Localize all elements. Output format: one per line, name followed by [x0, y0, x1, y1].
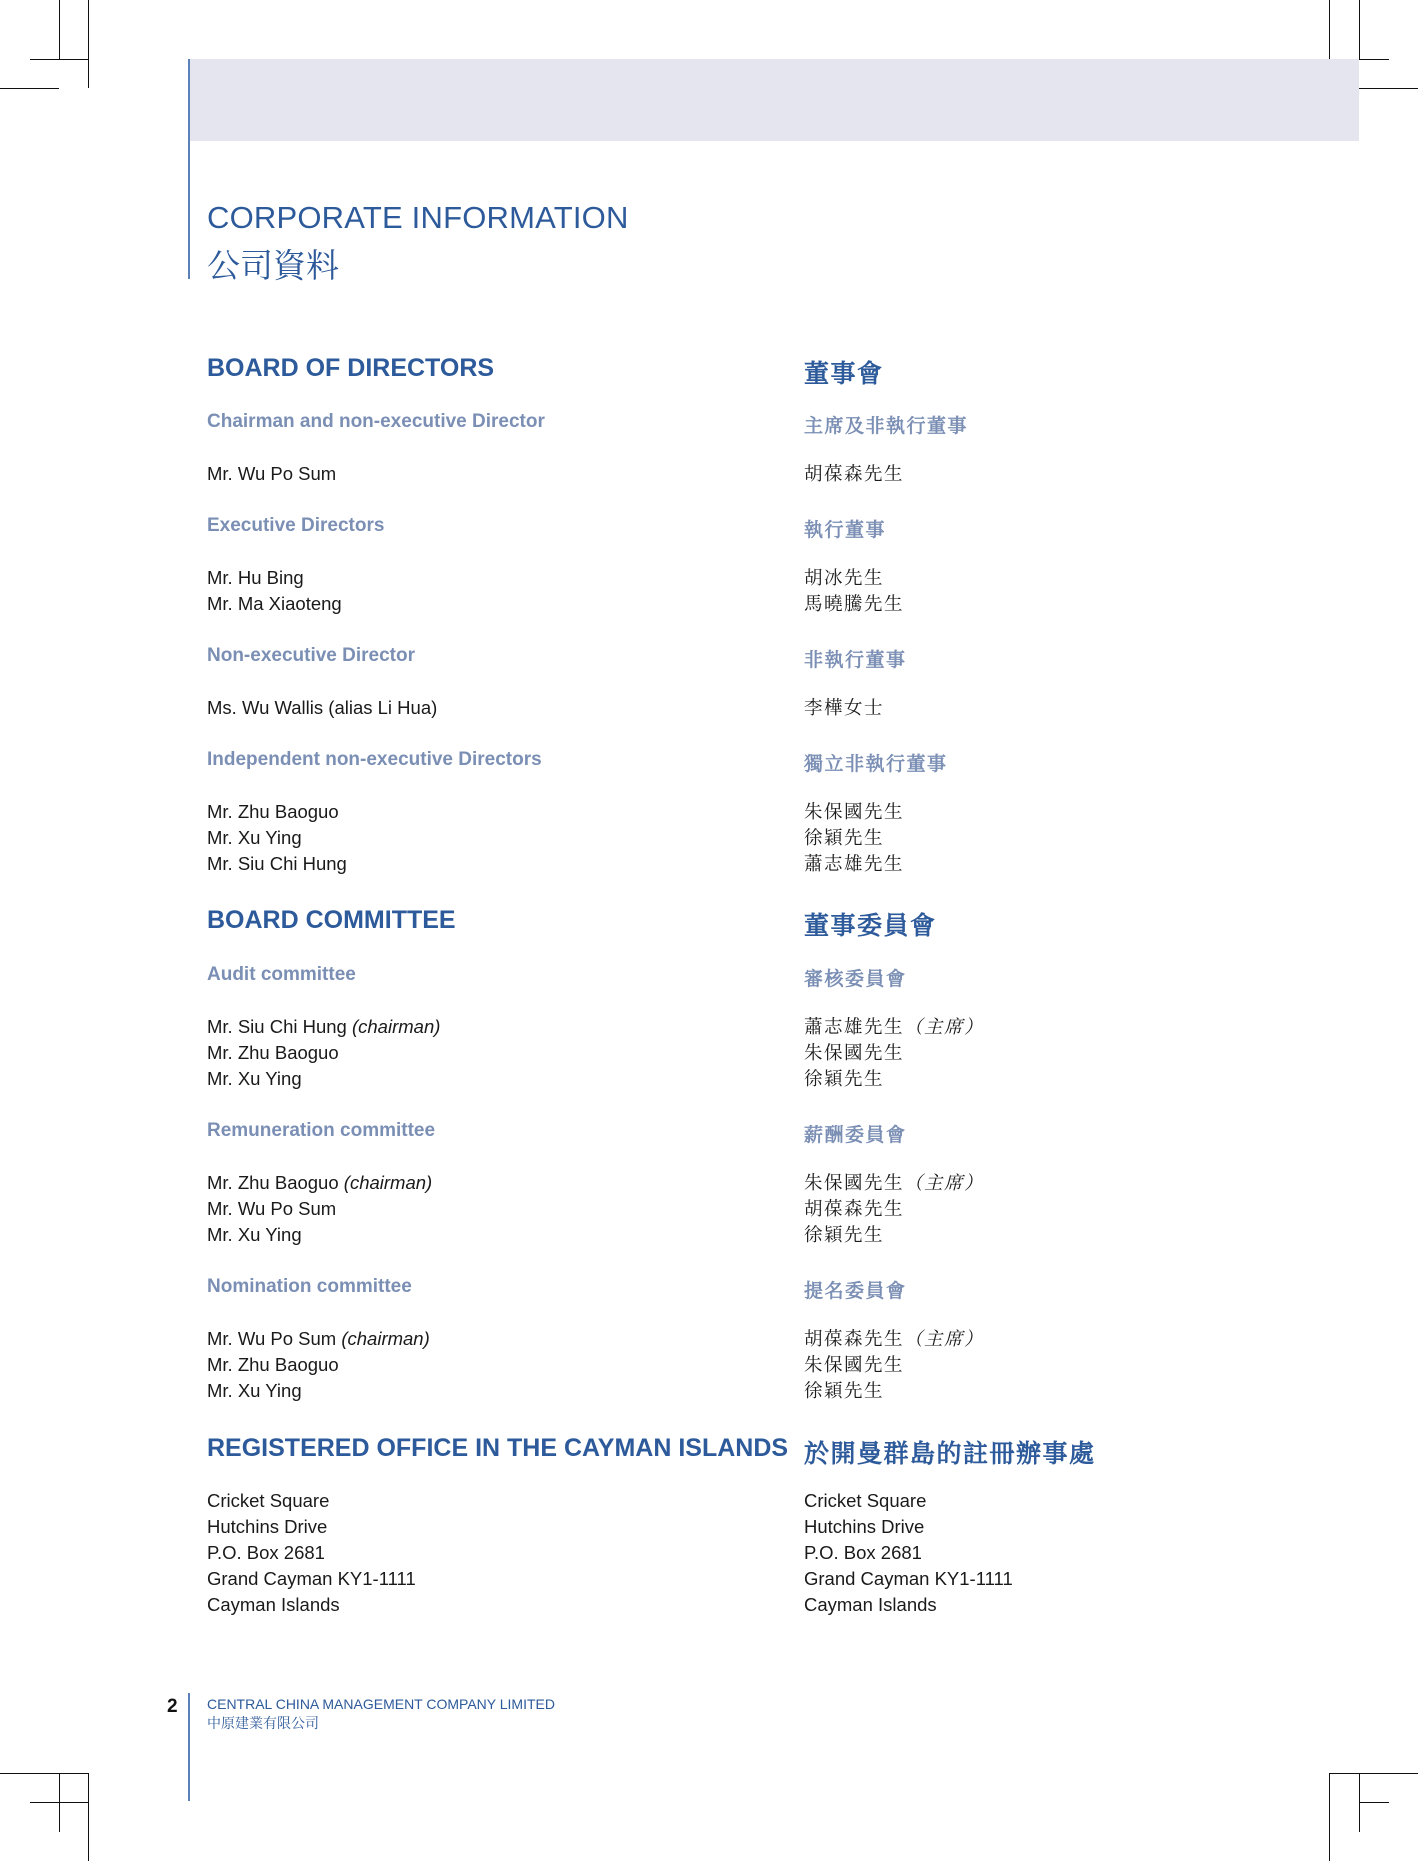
executive-directors-label: Executive Directors: [207, 515, 385, 536]
chairman-label-zh: 主席及非執行董事: [804, 416, 969, 437]
member-name: Mr. Zhu Baoguo: [207, 1354, 339, 1375]
chairman-tag: (chairman): [351, 1016, 441, 1037]
address-line: Grand Cayman KY1-1111: [804, 1568, 1013, 1589]
crop-mark: [88, 0, 89, 88]
remuneration-committee-label: Remuneration committee: [207, 1120, 436, 1141]
header-band: [189, 59, 1359, 141]
chairman-tag: (chairman): [341, 1328, 430, 1349]
crop-mark: [30, 59, 89, 60]
executive-directors-label-zh: 執行董事: [804, 520, 887, 541]
chairman-tag-zh: （主席）: [904, 1016, 985, 1037]
executive-directors-list: [207, 565, 342, 617]
independent-directors-list-zh: [804, 799, 904, 877]
director-name: Mr. Ma Xiaoteng: [207, 593, 342, 614]
registered-office-address-zh: [804, 1488, 1013, 1618]
director-name-zh: 徐穎先生: [804, 827, 885, 848]
independent-directors-list: [207, 799, 347, 877]
member-name: Mr. Xu Ying: [207, 1224, 302, 1245]
page-title: CORPORATE INFORMATION: [207, 200, 629, 235]
director-name-zh: 蕭志雄先生: [804, 853, 905, 874]
chairman-tag-zh: （主席）: [904, 1172, 985, 1193]
footer-accent-rule: [188, 1693, 190, 1801]
address-line: Cayman Islands: [804, 1594, 937, 1615]
crop-mark: [1329, 1773, 1418, 1774]
crop-mark: [88, 1773, 89, 1861]
registered-office-heading-zh: 於開曼群島的註冊辦事處: [804, 1440, 1096, 1468]
member-name-zh: 徐穎先生: [804, 1068, 885, 1089]
member-name: Mr. Xu Ying: [207, 1380, 302, 1401]
address-line: P.O. Box 2681: [207, 1542, 325, 1563]
nomination-committee-members-zh: [804, 1326, 984, 1404]
non-executive-director-label: Non-executive Director: [207, 645, 416, 666]
chairman-name-zh: 胡葆森先生: [804, 463, 905, 484]
crop-mark: [0, 88, 59, 89]
audit-committee-label: Audit committee: [207, 964, 356, 985]
audit-committee-members: [207, 1014, 440, 1092]
address-line: Grand Cayman KY1-1111: [207, 1568, 416, 1589]
address-line: Cricket Square: [804, 1490, 927, 1511]
crop-mark: [1359, 0, 1360, 59]
non-executive-director-name-zh: 李樺女士: [804, 697, 885, 718]
nomination-committee-members: [207, 1326, 430, 1404]
director-name-zh: 馬曉騰先生: [804, 593, 905, 614]
crop-mark: [0, 1773, 89, 1774]
director-name-zh: 朱保國先生: [804, 801, 905, 822]
address-line: Cayman Islands: [207, 1594, 340, 1615]
title-accent-rule: [188, 59, 190, 279]
footer-company-name: CENTRAL CHINA MANAGEMENT COMPANY LIMITED: [207, 1696, 555, 1712]
member-name: Mr. Wu Po Sum (chairman): [207, 1328, 430, 1349]
director-name-zh: 胡冰先生: [804, 567, 885, 588]
member-name-zh: 朱保國先生: [804, 1042, 905, 1063]
address-line: P.O. Box 2681: [804, 1542, 922, 1563]
independent-directors-label-zh: 獨立非執行董事: [804, 754, 948, 775]
member-name: Mr. Wu Po Sum: [207, 1198, 337, 1219]
footer-company-name-zh: 中原建業有限公司: [207, 1715, 319, 1731]
address-line: Hutchins Drive: [207, 1516, 328, 1537]
member-name-zh: 徐穎先生: [804, 1224, 885, 1245]
committee-heading: BOARD COMMITTEE: [207, 906, 456, 934]
registered-office-address: [207, 1488, 416, 1618]
non-executive-director-label-zh: 非執行董事: [804, 650, 907, 671]
member-name: Mr. Siu Chi Hung (chairman): [207, 1016, 441, 1037]
crop-mark: [59, 0, 60, 59]
nomination-committee-label-zh: 提名委員會: [804, 1281, 907, 1302]
audit-committee-members-zh: [804, 1014, 984, 1092]
registered-office-heading: REGISTERED OFFICE IN THE CAYMAN ISLANDS: [207, 1434, 789, 1462]
member-name-zh: 胡葆森先生（主席）: [804, 1328, 985, 1349]
member-name-zh: 徐穎先生: [804, 1380, 885, 1401]
independent-directors-label: Independent non-executive Directors: [207, 749, 542, 770]
page-number: 2: [167, 1696, 178, 1717]
member-name: Mr. Zhu Baoguo: [207, 1042, 339, 1063]
executive-directors-list-zh: [804, 565, 904, 617]
chairman-name: Mr. Wu Po Sum: [207, 463, 337, 484]
non-executive-director-name: Ms. Wu Wallis (alias Li Hua): [207, 697, 438, 718]
page-title-zh: 公司資料: [207, 247, 339, 284]
crop-mark: [1359, 59, 1389, 60]
audit-committee-label-zh: 審核委員會: [804, 969, 907, 990]
member-name: Mr. Xu Ying: [207, 1068, 302, 1089]
member-name-zh: 朱保國先生（主席）: [804, 1172, 985, 1193]
board-heading: BOARD OF DIRECTORS: [207, 354, 495, 382]
crop-mark: [30, 1802, 89, 1803]
address-line: Cricket Square: [207, 1490, 330, 1511]
chairman-tag-zh: （主席）: [904, 1328, 985, 1349]
board-heading-zh: 董事會: [804, 360, 884, 388]
director-name: Mr. Zhu Baoguo: [207, 801, 339, 822]
director-name: Mr. Hu Bing: [207, 567, 304, 588]
member-name-zh: 胡葆森先生: [804, 1198, 905, 1219]
chairman-tag: (chairman): [343, 1172, 433, 1193]
crop-mark: [1329, 1773, 1330, 1861]
committee-heading-zh: 董事委員會: [804, 912, 937, 940]
member-name-zh: 蕭志雄先生（主席）: [804, 1016, 985, 1037]
remuneration-committee-members: [207, 1170, 432, 1248]
nomination-committee-label: Nomination committee: [207, 1276, 412, 1297]
address-line: Hutchins Drive: [804, 1516, 925, 1537]
chairman-label: Chairman and non-executive Director: [207, 411, 545, 432]
director-name: Mr. Siu Chi Hung: [207, 853, 347, 874]
member-name: Mr. Zhu Baoguo (chairman): [207, 1172, 433, 1193]
crop-mark: [1359, 1802, 1389, 1803]
remuneration-committee-members-zh: [804, 1170, 984, 1248]
director-name: Mr. Xu Ying: [207, 827, 302, 848]
remuneration-committee-label-zh: 薪酬委員會: [804, 1125, 907, 1146]
member-name-zh: 朱保國先生: [804, 1354, 905, 1375]
